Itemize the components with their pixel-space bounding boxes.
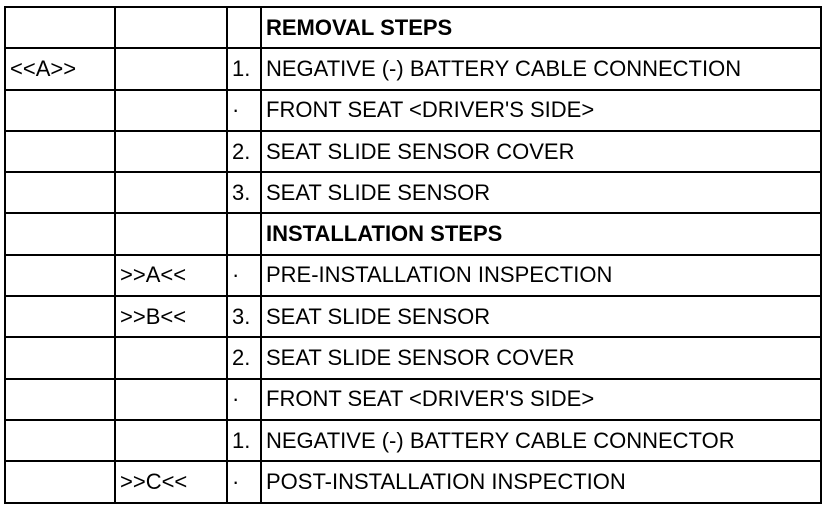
table-row [5, 420, 821, 461]
installation-note-cell [115, 213, 227, 254]
table-row [5, 337, 821, 378]
table-row [5, 131, 821, 172]
step-number-cell: · [227, 461, 261, 502]
installation-note-cell [115, 379, 227, 420]
step-number-cell: 2. [227, 131, 261, 172]
installation-note-cell [115, 420, 227, 461]
step-number-cell: 3. [227, 296, 261, 337]
installation-note-cell [115, 337, 227, 378]
table-row [5, 90, 821, 131]
table-row [5, 213, 821, 254]
step-number-cell: · [227, 255, 261, 296]
removal-note-cell [5, 90, 115, 131]
table-row [5, 255, 821, 296]
step-number-cell: · [227, 90, 261, 131]
installation-note-cell [115, 172, 227, 213]
step-description: NEGATIVE (-) BATTERY CABLE CONNECTOR [261, 420, 821, 461]
step-number-cell [227, 7, 261, 48]
step-description: SEAT SLIDE SENSOR [261, 172, 821, 213]
removal-note-cell: <<A>> [5, 48, 115, 89]
removal-note-cell [5, 379, 115, 420]
step-number-cell: 1. [227, 420, 261, 461]
removal-note-cell [5, 296, 115, 337]
step-description: POST-INSTALLATION INSPECTION [261, 461, 821, 502]
installation-note-cell: >>B<< [115, 296, 227, 337]
step-number-cell: 2. [227, 337, 261, 378]
table-row [5, 48, 821, 89]
table-row [5, 7, 821, 48]
removal-note-cell [5, 213, 115, 254]
table-row [5, 172, 821, 213]
step-description: SEAT SLIDE SENSOR [261, 296, 821, 337]
step-number-cell: 3. [227, 172, 261, 213]
step-description: NEGATIVE (-) BATTERY CABLE CONNECTION [261, 48, 821, 89]
step-description: FRONT SEAT <DRIVER'S SIDE> [261, 379, 821, 420]
installation-note-cell: >>C<< [115, 461, 227, 502]
installation-note-cell [115, 90, 227, 131]
step-description: SEAT SLIDE SENSOR COVER [261, 131, 821, 172]
procedure-table [4, 6, 822, 504]
removal-note-cell [5, 255, 115, 296]
removal-note-cell [5, 337, 115, 378]
table-row [5, 461, 821, 502]
step-description: PRE-INSTALLATION INSPECTION [261, 255, 821, 296]
removal-note-cell [5, 420, 115, 461]
step-number-cell: 1. [227, 48, 261, 89]
installation-note-cell [115, 7, 227, 48]
table-row [5, 296, 821, 337]
removal-note-cell [5, 131, 115, 172]
step-number-cell [227, 213, 261, 254]
step-number-cell: · [227, 379, 261, 420]
installation-note-cell: >>A<< [115, 255, 227, 296]
section-heading: REMOVAL STEPS [261, 7, 821, 48]
step-description: FRONT SEAT <DRIVER'S SIDE> [261, 90, 821, 131]
section-heading: INSTALLATION STEPS [261, 213, 821, 254]
table-row [5, 379, 821, 420]
removal-note-cell [5, 461, 115, 502]
installation-note-cell [115, 131, 227, 172]
removal-note-cell [5, 7, 115, 48]
installation-note-cell [115, 48, 227, 89]
step-description: SEAT SLIDE SENSOR COVER [261, 337, 821, 378]
removal-note-cell [5, 172, 115, 213]
